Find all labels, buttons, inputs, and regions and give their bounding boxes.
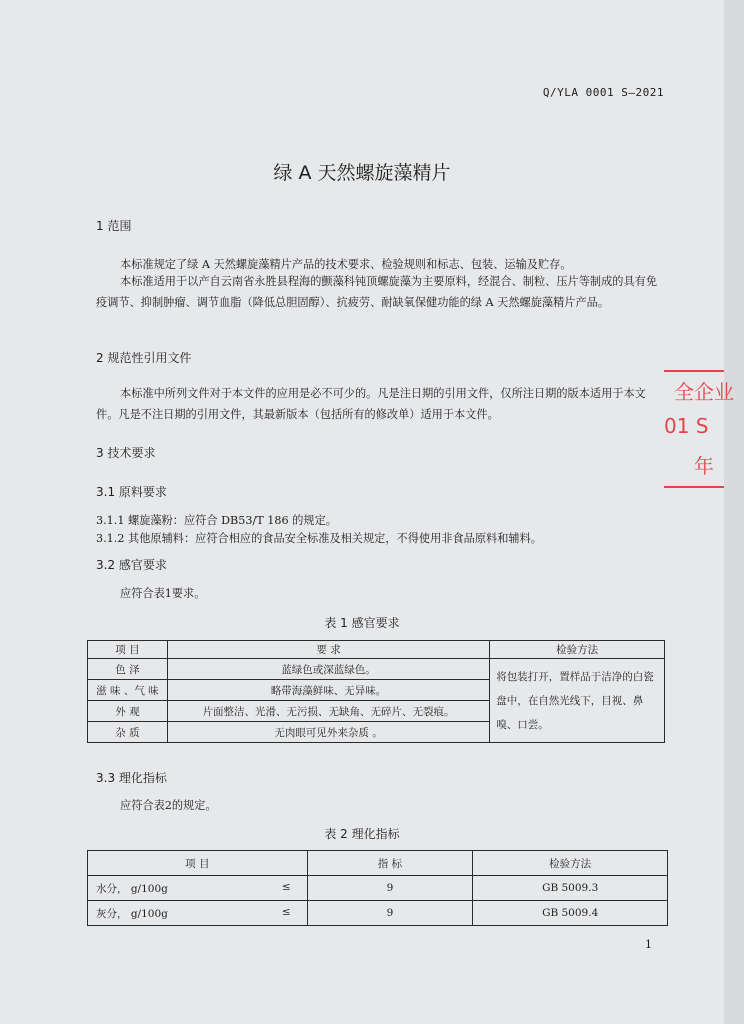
section-3-2-text: 应符合表1要求。 [120,587,206,600]
less-equal-symbol: ≤ [281,905,291,918]
table-1-header: 项 目 [88,641,168,659]
section-3-1-heading: 3.1 原料要求 [96,485,167,499]
official-stamp [664,356,744,490]
section-3-3-text: 应符合表2的规定。 [120,799,217,812]
stamp-text-line-1: 全企业 [674,380,734,404]
table-1-item: 滋 味 、气 味 [88,680,168,701]
section-1-paragraph-1: 本标准规定了绿 A 天然螺旋藻精片产品的技术要求、检验规则和标志、包装、运输及贮存。 [120,258,572,271]
table-1-header: 检验方法 [490,641,665,659]
section-1-heading: 1 范围 [96,219,132,233]
table-2-header: 项 目 [88,851,308,876]
table-2-item-label: 灰分， g/100g [96,907,168,920]
table-1-requirement: 略带海藻鲜味、无异味。 [167,680,489,701]
section-1-paragraph-2: 本标准适用于以产自云南省永胜县程海的颤藻科钝顶螺旋藻为主要原料，经混合、制粒、压片等制成的具有免疫调节、抑制肿瘤、调节血脂（降低总胆固醇）、抗疲劳、耐缺氧保健功能的绿 A 天然螺旋藻精片产品。 [96,275,658,309]
less-equal-symbol: ≤ [281,880,291,893]
section-2-heading: 2 规范性引用文件 [96,351,192,365]
section-3-3-heading: 3.3 理化指标 [96,771,167,785]
stamp-bottom-rule [664,486,724,488]
table-1-item: 杂 质 [88,722,168,743]
table-1-header: 要 求 [167,641,489,659]
stamp-text-line-3: 年 [694,454,714,478]
table-1-method: 将包装打开，置样品于洁净的白瓷盘中，在自然光线下，目视、鼻嗅、口尝。 [490,659,665,743]
table-1-requirement: 蓝绿色或深蓝绿色。 [167,659,489,680]
table-2-item [88,901,308,926]
table-1-item: 外 观 [88,701,168,722]
stamp-top-rule [664,370,724,372]
section-3-1-1: 3.1.1 螺旋藻粉：应符合 DB53/T 186 的规定。 [96,514,337,527]
stamp-text-line-2: 01 S [664,414,709,438]
table-2-item-label: 水分， g/100g [96,882,168,895]
table-1-requirement: 无肉眼可见外来杂质 。 [167,722,489,743]
table-2-header: 指 标 [307,851,473,876]
document-title: 绿 A 天然螺旋藻精片 [273,162,451,184]
table-2-method: GB 5009.4 [473,901,668,926]
table-2-value: 9 [307,901,473,926]
table-2-value: 9 [307,876,473,901]
page-number: 1 [645,938,652,951]
table-1-requirement: 片面整洁、光滑、无污损、无缺角、无碎片、无裂痕。 [167,701,489,722]
table-1-caption: 表 1 感官要求 [324,616,400,630]
section-3-1-2: 3.1.2 其他原辅料：应符合相应的食品安全标准及相关规定，不得使用非食品原料和辅料。 [96,532,542,545]
section-3-heading: 3 技术要求 [96,446,156,460]
table-2-item [88,876,308,901]
standard-code: Q/YLA 0001 S—2021 [542,86,664,99]
table-2-header: 检验方法 [473,851,668,876]
sensory-requirements-table [87,640,665,743]
table-2-method: GB 5009.3 [473,876,668,901]
table-1-item: 色 泽 [88,659,168,680]
table-2-caption: 表 2 理化指标 [324,827,400,841]
section-3-2-heading: 3.2 感官要求 [96,558,167,572]
section-2-paragraph: 本标准中所列文件对于本文件的应用是必不可少的。凡是注日期的引用文件，仅所注日期的版本适用于本文件。凡是不注日期的引用文件，其最新版本（包括所有的修改单）适用于本文件。 [96,387,646,421]
physicochemical-table [87,850,668,926]
